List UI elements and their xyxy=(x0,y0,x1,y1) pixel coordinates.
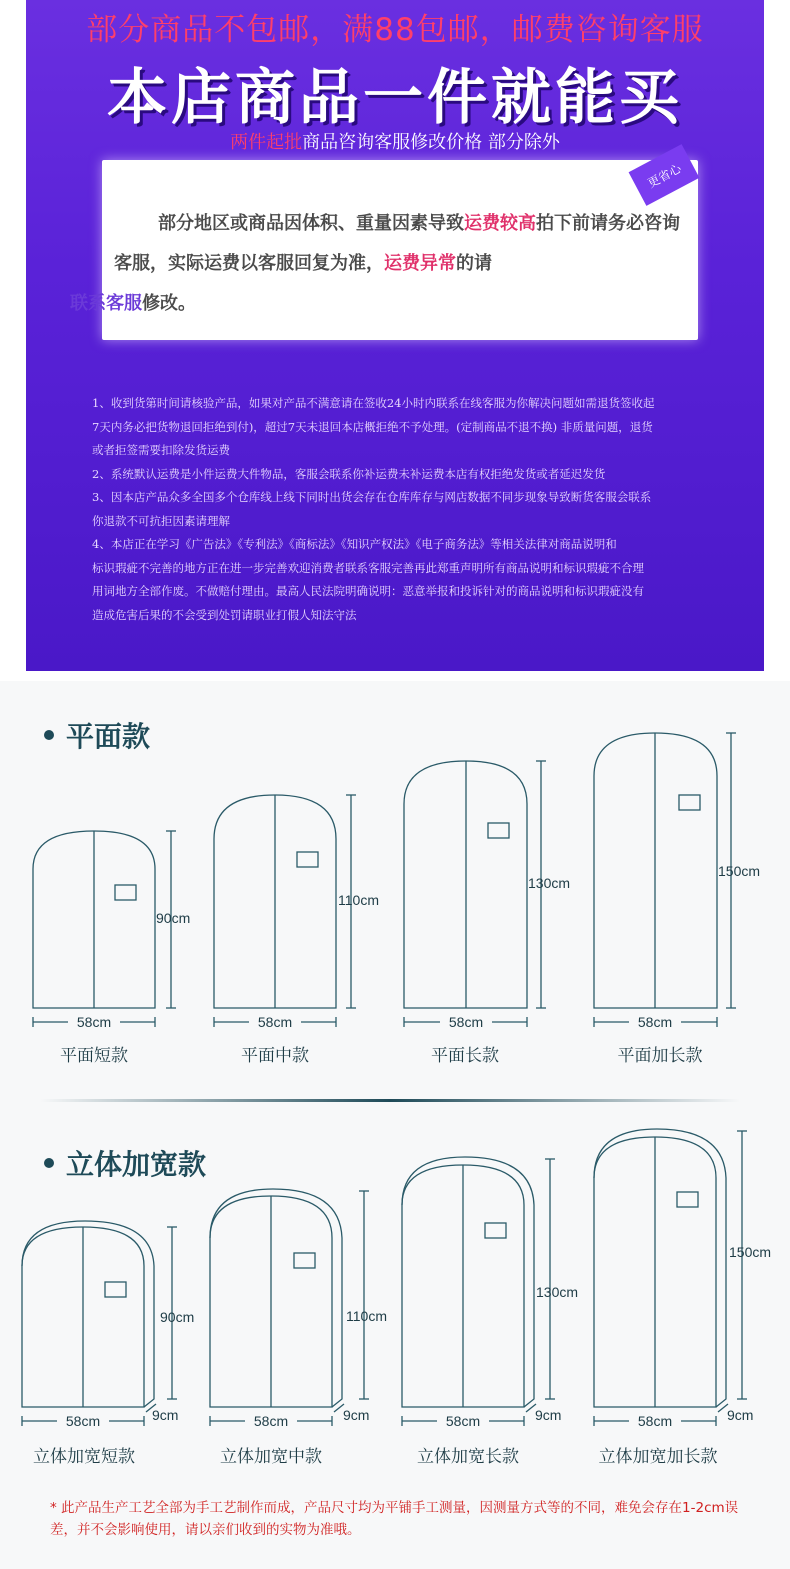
size-guide xyxy=(0,681,790,1569)
flat-extra-long-width-label: 58cm xyxy=(637,1014,673,1030)
banner-subline-text: 商品咨询客服修改价格 部分除外 xyxy=(302,132,560,153)
worry-free-tag: 更省心 xyxy=(629,144,700,206)
notice-text-3: 的请 xyxy=(456,253,492,274)
wide-extra-long-width-label: 58cm xyxy=(637,1413,673,1429)
wide-medium-width-label: 58cm xyxy=(253,1413,289,1429)
flat-long-name: 平面长款 xyxy=(431,1046,499,1066)
wide-extra-long-bag-drawing xyxy=(594,1129,747,1426)
rule-line: 用词地方全部作废。不做赔付理由。最高人民法院明确说明：恶意举报和投诉针对的商品说明和标识瑕疵没有 xyxy=(92,584,644,598)
contact-service-link[interactable]: 联系客服 xyxy=(70,293,142,314)
wide-medium-depth-label: 9cm xyxy=(343,1407,370,1423)
wide-medium-name: 立体加宽中款 xyxy=(220,1447,322,1467)
rule-line: 或者拒签需要扣除发货运费 xyxy=(92,443,230,457)
banner-subline xyxy=(26,128,764,154)
wide-long-name: 立体加宽长款 xyxy=(417,1447,519,1467)
rule-line: 1、收到货第时间请核验产品，如果对产品不满意请在签收24小时内联系在线客服为你解决问题如需退货签收起 xyxy=(92,396,655,410)
wide-long-depth-label: 9cm xyxy=(535,1407,562,1423)
notice-text-2: 拍下前请务必咨询客服，实际运费以客服回复为准， xyxy=(114,213,680,274)
store-rules xyxy=(92,392,732,627)
wide-short-name: 立体加宽短款 xyxy=(33,1447,135,1467)
garment-bag-diagram xyxy=(0,681,790,1569)
wholesale-highlight: 两件起批 xyxy=(230,132,303,153)
flat-long-height-label: 130cm xyxy=(528,875,571,891)
shipping-banner xyxy=(26,0,764,671)
wide-long-height-label: 130cm xyxy=(536,1284,579,1300)
wide-extra-long-height-label: 150cm xyxy=(729,1244,772,1260)
flat-short-width-label: 58cm xyxy=(76,1014,112,1030)
notice-text-4: 修改。 xyxy=(142,293,196,314)
shipping-notice-line: 部分商品不包邮，满88包邮，邮费咨询客服 xyxy=(86,12,704,48)
flat-long-bag-drawing xyxy=(404,761,546,1027)
flat-short-name: 平面短款 xyxy=(60,1046,128,1066)
notice-text-1: 部分地区或商品因体积、重量因素导致 xyxy=(158,213,464,234)
banner-headline: 本店商品一件就能买 xyxy=(107,63,683,133)
flat-medium-bag-drawing xyxy=(214,795,356,1027)
flat-extra-long-bag-drawing xyxy=(594,733,736,1027)
flat-medium-width-label: 58cm xyxy=(257,1014,293,1030)
freight-notice-text xyxy=(70,204,692,324)
flat-extra-long-name: 平面加长款 xyxy=(617,1046,703,1066)
wide-short-bag-drawing xyxy=(22,1221,177,1426)
flat-short-height-label: 90cm xyxy=(156,910,191,926)
wide-section-title-text: 立体加宽款 xyxy=(66,1148,207,1181)
wide-extra-long-depth-label: 9cm xyxy=(727,1407,754,1423)
rule-line: 3、因本店产品众多全国多个仓库线上线下同时出货会存在仓库库存与网店数据不同步现象导致断货客服会联系 xyxy=(92,490,652,504)
flat-medium-height-label: 110cm xyxy=(338,892,379,908)
flat-section-title-text: 平面款 xyxy=(66,720,151,753)
freight-notice-box xyxy=(70,160,698,340)
flat-extra-long-height-label: 150cm xyxy=(718,863,761,879)
rule-line: 造成危害后果的不会受到处罚请职业打假人知法守法 xyxy=(92,607,357,622)
wide-short-height-label: 90cm xyxy=(160,1309,195,1325)
flat-long-width-label: 58cm xyxy=(448,1014,484,1030)
wide-short-width-label: 58cm xyxy=(65,1413,101,1429)
wide-medium-height-label: 110cm xyxy=(346,1308,387,1324)
measurement-footnote: * 此产品生产工艺全部为手工艺制作而成，产品尺寸均为平铺手工测量，因测量方式等的不同，难免会存在1-2cm误差，并不会影响使用，请以亲们收到的实物为准哦。 xyxy=(50,1500,739,1538)
wide-short-depth-label: 9cm xyxy=(152,1407,179,1423)
rule-line: 2、系统默认运费是小件运费大件物品，客服会联系你补运费未补运费本店有权拒绝发货或者延迟发货 xyxy=(92,466,606,481)
rule-line: 你退款不可抗拒因素请理解 xyxy=(92,513,230,528)
wide-long-bag-drawing xyxy=(402,1157,555,1426)
flat-medium-name: 平面中款 xyxy=(241,1046,309,1066)
rule-line: 4、本店正在学习《广告法》《专利法》《商标法》《知识产权法》《电子商务法》等相关法律对商品说明和 xyxy=(92,537,617,551)
notice-highlight-abnormal-freight: 运费异常 xyxy=(384,253,456,274)
flat-short-bag-drawing xyxy=(33,831,176,1027)
notice-highlight-high-freight: 运费较高 xyxy=(464,213,536,234)
rule-line: 标识瑕疵不完善的地方正在进一步完善欢迎消费者联系客服完善再此郑重声明所有商品说明和标识瑕疵不合理 xyxy=(92,560,644,575)
wide-extra-long-name: 立体加宽加长款 xyxy=(598,1447,718,1467)
rule-line: 7天内务必把货物退回拒绝到付)，超过7天未退回本店概拒绝不予处理。(定制商品不退不换) 非质量问题，退货 xyxy=(92,419,653,434)
wide-long-width-label: 58cm xyxy=(445,1413,481,1429)
